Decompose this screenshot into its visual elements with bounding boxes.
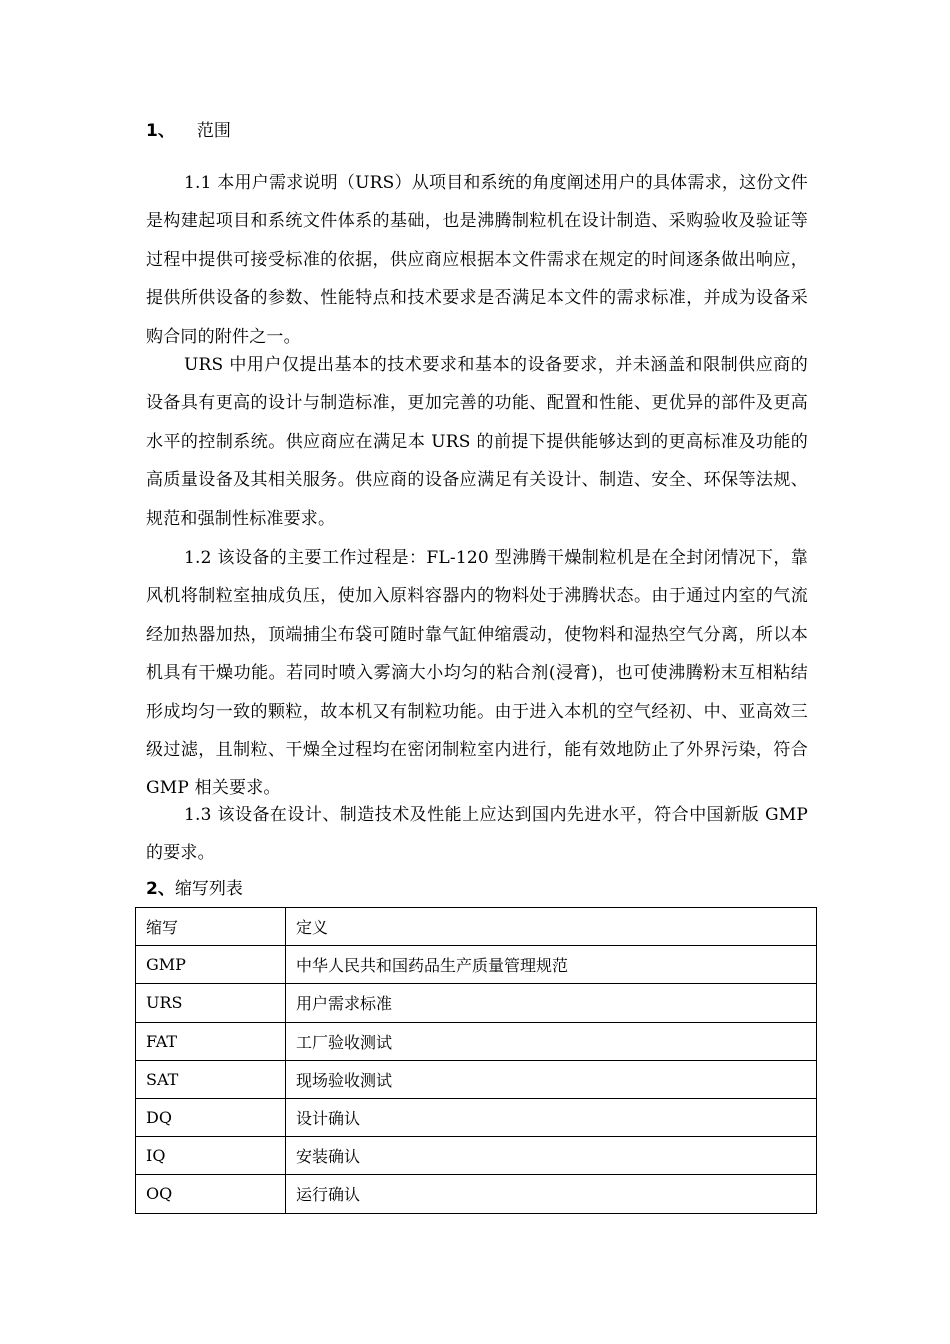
abbreviation-cell: GMP <box>136 946 286 984</box>
section-2-number: 2、 <box>146 879 175 899</box>
section-2-title: 缩写列表 <box>174 879 243 899</box>
definition-cell: 现场验收测试 <box>286 1060 817 1098</box>
table-row <box>136 1137 817 1175</box>
table-row <box>136 1022 817 1060</box>
definition-cell: 用户需求标准 <box>286 984 817 1022</box>
paragraph-1-1: 1.1 本用户需求说明（URS）从项目和系统的角度阐述用户的具体需求，这份文件是构建起项目和系统文件体系的基础，也是沸腾制粒机在设计制造、采购验收及验证等过程中提供可接受标准的依据，供应商应根据本文件需求在规定的时间逐条做出响应，提供所供设备的参数、性能特点和技术要求是否满足本文件的需求标准，并成为设备采购合同的附件之一。 <box>146 173 808 347</box>
abbreviation-table <box>135 907 817 1214</box>
header-definition: 定义 <box>286 908 817 946</box>
section-1-number: 1、 <box>146 121 175 141</box>
paragraph-1-3: 1.3 该设备在设计、制造技术及性能上应达到国内先进水平，符合中国新版 GMP 的要求。 <box>146 805 808 864</box>
table-row <box>136 984 817 1022</box>
abbreviation-cell: FAT <box>136 1022 286 1060</box>
paragraph-urs-scope: URS 中用户仅提出基本的技术要求和基本的设备要求，并未涵盖和限制供应商的设备具有更高的设计与制造标准，更加完善的功能、配置和性能、更优异的部件及更高水平的控制系统。供应商应在满足本 URS 的前提下提供能够达到的更高标准及功能的高质量设备及其相关服务。供应商的设备应满足有关设计、制造、安全、环保等法规、规范和强制性标准要求。 <box>146 355 808 529</box>
definition-cell: 运行确认 <box>286 1175 817 1213</box>
abbreviation-cell: DQ <box>136 1098 286 1136</box>
definition-cell: 设计确认 <box>286 1098 817 1136</box>
section-1-title: 范围 <box>196 121 231 141</box>
definition-cell: 中华人民共和国药品生产质量管理规范 <box>286 946 817 984</box>
definition-cell: 工厂验收测试 <box>286 1022 817 1060</box>
abbreviation-cell: URS <box>136 984 286 1022</box>
table-row <box>136 1060 817 1098</box>
abbreviation-cell: SAT <box>136 1060 286 1098</box>
table-row <box>136 946 817 984</box>
abbreviation-cell: IQ <box>136 1137 286 1175</box>
definition-cell: 安装确认 <box>286 1137 817 1175</box>
table-row <box>136 1098 817 1136</box>
table-row <box>136 1175 817 1213</box>
section-2-heading <box>146 877 243 901</box>
section-1-heading <box>146 119 231 143</box>
abbreviation-cell: OQ <box>136 1175 286 1213</box>
table-header-row <box>136 908 817 946</box>
paragraph-1-2: 1.2 该设备的主要工作过程是：FL-120 型沸腾干燥制粒机是在全封闭情况下，靠风机将制粒室抽成负压，使加入原料容器内的物料处于沸腾状态。由于通过内室的气流经加热器加热，顶端捕尘布袋可随时靠气缸伸缩震动，使物料和湿热空气分离，所以本机具有干燥功能。若同时喷入雾滴大小均匀的粘合剂(浸膏)，也可使沸腾粉末互相粘结形成均匀一致的颗粒，故本机又有制粒功能。由于进入本机的空气经初、中、亚高效三级过滤，且制粒、干燥全过程均在密闭制粒室内进行，能有效地防止了外界污染，符合 GMP 相关要求。 <box>146 548 808 799</box>
header-abbreviation: 缩写 <box>136 908 286 946</box>
